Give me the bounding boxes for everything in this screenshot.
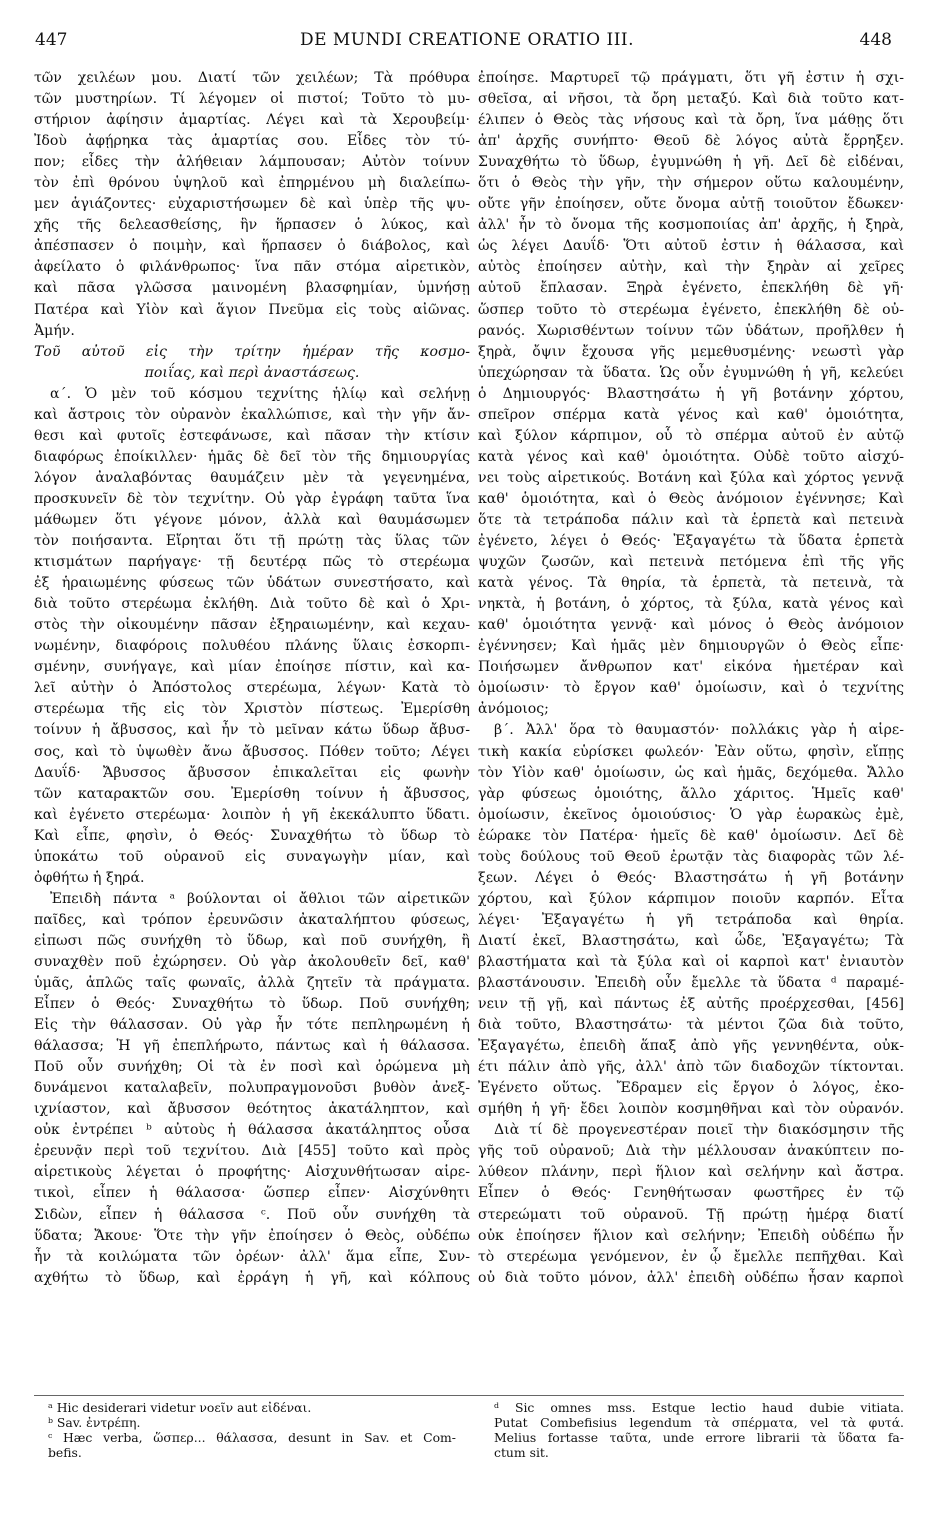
- text-line: ἐγέννησεν; Καὶ ἡμᾶς μὲν δημιουργῶν ὁ Θεὸς εἶπε·: [478, 638, 904, 655]
- text-line: νειν τῇ γῇ, καὶ πάντως ἐξ αὐτῆς προέρχεσθαι, [456]: [478, 996, 904, 1013]
- text-line: Καὶ εἶπε, φησὶν, ὁ Θεός· Συναχθήτω τὸ ὕδωρ τὸ: [34, 827, 470, 844]
- text-line: καὶ ἐγένετο στερέωμα· λοιπὸν ἡ γῆ ἐκεκάλυπτο ὕδατι.: [34, 806, 470, 823]
- text-line: Συναχθήτω τὸ ὕδωρ, ἐγυμνώθη ἡ γῆ. Δεῖ δὲ εἰδέναι,: [478, 154, 904, 171]
- text-line: Πατέρα καὶ Υἱὸν καὶ ἅγιον Πνεῦμα εἰς τοὺς αἰῶνας.: [34, 301, 470, 318]
- text-line: ψυχῶν ζωσῶν, καὶ πετεινὰ πετόμενα ἐπὶ τῆς γῆς: [478, 554, 904, 571]
- text-line: χῆς τῆς δελεασθείσης, ἣν ἥρπασεν ὁ λύκος, καὶ: [34, 217, 470, 234]
- text-line: τῶν χειλέων μου. Διατί τῶν χειλέων; Τὰ πρόθυρα: [34, 70, 470, 86]
- text-line: α΄. Ὁ μὲν τοῦ κόσμου τεχνίτης ἡλίῳ καὶ σελήνῃ: [50, 385, 470, 402]
- text-line: ὑμᾶς, ἁπλῶς ταῖς φωναῖς, ἀλλὰ ζητεῖν τὰ πράγματα.: [34, 975, 470, 992]
- text-line: Δαυΐδ· Ἄβυσσος ἄβυσσον ἐπικαλεῖται εἰς φωνὴν: [34, 764, 470, 781]
- text-line: σθεῖσα, αἱ νῆσοι, τὰ ὄρη μεταξύ. Καὶ διὰ τοῦτο κατ-: [478, 91, 904, 108]
- text-line: μεν ἁγιάζοντες· εὐχαριστήσωμεν δὲ καὶ ὑπὲρ τῆς ψυ-: [34, 196, 470, 213]
- text-line: στὸς τὴν οἰκουμένην πᾶσαν ἐξηραιωμένην, καὶ κεχαυ-: [34, 617, 470, 634]
- text-line: ὑποκάτω τοῦ οὐρανοῦ εἰς συναγωγὴν μίαν, καὶ: [34, 848, 470, 865]
- text-line: κατὰ γένος. Τὰ θηρία, τὰ ἑρπετὰ, τὰ πετεινὰ, τὰ: [478, 575, 904, 592]
- text-line: καὶ ἄστροις τὸν οὐρανὸν ἐκαλλώπισε, καὶ τὴν γῆν ἄν-: [34, 406, 470, 423]
- text-line: στήριον ἀφίησιν ἁμαρτίας. Λέγει καὶ τὰ Χερουβείμ·: [34, 112, 470, 129]
- text-line: σπεῖρον σπέρμα κατὰ γένος καὶ καθ' ὁμοιότητα,: [478, 406, 904, 423]
- running-title: DE MUNDI CREATIONE ORATIO III.: [299, 30, 635, 50]
- text-line: ἐρευνᾷν περὶ τοῦ τεχνίτου. Διὰ [455] τοῦτο καὶ πρὸς: [34, 1143, 470, 1160]
- text-line: ἐξ ἡραιωμένης φύσεως τῶν ὑδάτων συνεστήσατο, καὶ: [34, 575, 470, 592]
- footnotes-right: [494, 1400, 904, 1460]
- text-line: Ποῦ οὖν συνήχθη; Οἱ τὰ ἐν ποσὶ καὶ ὁρώμενα μὴ: [34, 1059, 470, 1076]
- page-header: [0, 30, 934, 56]
- text-line: ξεων. Λέγει ὁ Θεός· Βλαστησάτω ἡ γῆ βοτάνην: [478, 869, 904, 886]
- text-line: θεσι καὶ φυτοῖς ἐστεφάνωσε, καὶ πᾶσαν τὴν κτίσιν: [34, 427, 470, 444]
- right-text-column: [478, 68, 904, 1289]
- text-line: οὐκ ἐποίησεν ἥλιον καὶ σελήνην; Ἐπειδὴ οὐδέπω ἦν: [478, 1227, 904, 1244]
- text-line: τὸν Υἱὸν καθ' ὁμοίωσιν, ὡς καὶ ἡμᾶς, δεχόμεθα. Ἄλλο: [478, 764, 904, 781]
- text-line: ἑώρακε τὸν Πατέρα· ἡμεῖς δὲ καθ' ὁμοίωσιν. Δεῖ δὲ: [478, 827, 904, 844]
- text-line: νει τοὺς αἱρετικούς. Βοτάνη καὶ ξύλα καὶ χόρτος γεννᾷ: [478, 469, 904, 486]
- text-line: ὥσπερ τοῦτο τὸ στερέωμα ἐγένετο, ἐπεκλήθη δὲ οὐ-: [478, 301, 904, 318]
- text-line: Ἀμήν.: [34, 322, 75, 339]
- text-line: σμένην, συνήγαγε, καὶ μίαν ἐποίησε πίστιν, καὶ κα-: [34, 659, 470, 676]
- text-line: συναχθὲν ποῦ ἐχώρησεν. Οὐ γὰρ ἀκολουθεῖν δεῖ, καθ': [34, 953, 470, 970]
- text-line: βλαστήματα καὶ τὰ ξύλα καὶ οἱ καρποὶ κατ' ἐνιαυτὸν: [478, 953, 904, 970]
- text-line: ἐγένετο, λέγει ὁ Θεός· Ἐξαγαγέτω τὰ ὕδατα ἑρπετὰ: [478, 533, 904, 550]
- footnote-line: ᶜ Hæc verba, ὥσπερ... θάλασσα, desunt in Sav. et Com-: [48, 1430, 456, 1445]
- footnote-line: Melius fortasse ταῦτα, unde errore librarii τὰ ὕδατα fa-: [494, 1430, 904, 1445]
- text-line: ποιΐας, καὶ περὶ ἀναστάσεως.: [144, 364, 360, 381]
- footnotes-left: [48, 1400, 456, 1460]
- text-line: Ἐγένετο οὕτως. Ἔδραμεν εἰς ἔργον ὁ λόγος, ἐκο-: [478, 1080, 904, 1097]
- text-line: δυνάμενοι καταλαβεῖν, πολυπραγμονοῦσι βυθὸν ἀνεξ-: [34, 1080, 470, 1097]
- text-line: Ἐπειδὴ πάντα ᵃ βούλονται οἱ ἄθλιοι τῶν αἱρετικῶν: [50, 890, 470, 907]
- page-number-right: 448: [859, 30, 892, 50]
- text-line: εἰπωσι πῶς συνήχθη τὸ ὕδωρ, καὶ ποῦ συνήχθη, ἢ: [34, 932, 470, 949]
- text-line: τὸν ποιήσαντα. Εἴρηται ὅτι τῇ πρώτῃ τὰς ὕλας τῶν: [34, 533, 470, 550]
- text-line: τῶν καταρακτῶν σου. Ἐμερίσθη τοίνυν ἡ ἄβυσσος,: [34, 785, 470, 802]
- text-line: πον; εἶδες τὴν ἀλήθειαν λάμπουσαν; Αὐτὸν τοίνυν: [34, 154, 470, 171]
- text-line: παῖδες, καὶ τρόπον ἐρευνῶσιν ἀκαταλήπτου φύσεως,: [34, 911, 470, 928]
- text-line: διὰ τοῦτο στερέωμα ἐκλήθη. Διὰ τοῦτο δὲ καὶ ὁ Χρι-: [34, 596, 470, 613]
- text-line: αὐτὸς ἐποίησεν αὐτὴν, καὶ τὴν ξηρὰν αἱ χεῖρες: [478, 259, 904, 276]
- text-line: κτισμάτων παρήγαγε· τῇ δευτέρᾳ πῶς τὸ στερέωμα: [34, 554, 470, 571]
- text-line: ὀφθήτω ἡ ξηρά.: [34, 869, 145, 886]
- text-line: χόρτου, καὶ ξύλον κάρπιμον ποιοῦν καρπόν. Εἶτα: [478, 890, 904, 907]
- text-line: τικὴ κακία εὑρίσκει φωλεόν· Ἐὰν οὕτω, φησὶν, εἴπῃς: [478, 743, 904, 760]
- text-line: καὶ πᾶσα γλῶσσα μαινομένη βλασφημίαν, ὑμνήσῃ: [34, 280, 470, 297]
- text-line: ὁ Δημιουργός· Βλαστησάτω ἡ γῆ βοτάνην χόρτου,: [478, 385, 904, 402]
- text-line: Εἶπεν ὁ Θεός· Γενηθήτωσαν φωστῆρες ἐν τῷ: [478, 1185, 904, 1202]
- text-line: διαφόρως ἐποίκιλλεν· ἡμᾶς δὲ δεῖ τὸν τῆς δημιουργίας: [34, 448, 470, 465]
- text-line: Διὰ τί δὲ προγενεστέραν ποιεῖ τὴν διακόσμησιν τῆς: [494, 1122, 904, 1139]
- text-line: ὅτι ὁ Θεὸς τὴν γῆν, τὴν σήμερον οὕτω καλουμένην,: [478, 175, 904, 192]
- text-line: έτι πάλιν ἀπὸ γῆς, ἀλλ' ἀπὸ τῶν διαδοχῶν τίκτονται.: [478, 1059, 904, 1076]
- text-line: Τοῦ αὐτοῦ εἰς τὴν τρίτην ἡμέραν τῆς κοσμο-: [34, 343, 470, 360]
- text-line: ὁμοίωσιν· τὸ ἔργον καθ' ὁμοίωσιν, καὶ ὁ τεχνίτης: [478, 680, 904, 697]
- text-line: Εἶπεν ὁ Θεός· Συναχθήτω τὸ ὕδωρ. Ποῦ συνήχθη;: [34, 996, 470, 1013]
- text-line: ὕδατα; Ἄκουε· Ὅτε τὴν γῆν ἐποίησεν ὁ Θεὸς, οὐδέπω: [34, 1227, 470, 1244]
- text-line: λέγει· Ἐξαγαγέτω ἡ γῆ τετράποδα καὶ θηρία.: [478, 911, 904, 928]
- text-line: μάθωμεν ὅτι γέγονε μόνον, ἀλλὰ καὶ θαυμάσωμεν: [34, 511, 470, 528]
- text-line: νωμένην, διαφόροις πολυθέου πλάνης ὕλαις ἐσκορπι-: [34, 638, 470, 655]
- text-line: Σιδὼν, εἶπεν ἡ θάλασσα ᶜ. Ποῦ οὖν συνήχθη τὰ: [34, 1206, 470, 1223]
- text-line: ἐποίησε. Μαρτυρεῖ τῷ πράγματι, ὅτι γῆ ἐστιν ἡ σχι-: [478, 70, 904, 86]
- text-line: ξηρὰ, ὄψιν ἔχουσα γῆς μεμεθυσμένης· νεωστὶ γὰρ: [478, 343, 904, 360]
- text-line: νηκτὰ, ἡ βοτάνη, ὁ χόρτος, τὰ ξύλα, κατὰ γένος καὶ: [478, 596, 904, 613]
- text-line: λύθεον πλάνην, περὶ ἥλιον καὶ σελήνην καὶ ἄστρα.: [478, 1164, 904, 1181]
- text-line: Εἰς τὴν θάλασσαν. Οὐ γὰρ ἦν τότε πεπληρωμένη ἡ: [34, 1017, 470, 1034]
- text-line: τοὺς δούλους τοῦ Θεοῦ ἐρωτᾷν τὰς διαφορὰς τῶν λέ-: [478, 848, 904, 865]
- text-line: ἀπέσπασεν ὁ ποιμὴν, καὶ ἥρπασεν ὁ διάβολος, καὶ: [34, 238, 470, 255]
- footnote-line: Putat Combefisius legendum τὰ σπέρματα, vel τὰ φυτά.: [494, 1415, 904, 1430]
- text-line: Διατί ἐκεῖ, Βλαστησάτω, καὶ ὧδε, Ἐξαγαγέτω; Τὰ: [478, 932, 904, 949]
- text-line: στερέωμα τῆς εἰς τὸν Χριστὸν πίστεως. Ἐμερίσθη: [34, 701, 470, 718]
- text-line: έλιπεν ὁ Θεὸς τὰς νήσους καὶ τὰ ὄρη, ἵνα μάθῃς ὅτι: [478, 112, 904, 129]
- text-line: αἱρετικοὺς λέγεται ὁ προφήτης· Αἰσχυνθήτωσαν αἱρε-: [34, 1164, 470, 1181]
- text-line: στερεώματι τοῦ οὐρανοῦ. Τῇ πρώτῃ ἡμέρᾳ διατί: [478, 1206, 904, 1223]
- text-line: αχθήτω τὸ ὕδωρ, καὶ ἐρράγη ἡ γῆ, καὶ κόλπους: [34, 1269, 470, 1286]
- text-line: βλαστάνουσιν. Ἐπειδὴ οὖν ἔμελλε τὰ ὕδατα ᵈ παραμέ-: [478, 975, 904, 992]
- text-line: οὐ διὰ τοῦτο μόνον, ἀλλ' ἐπειδὴ οὐδέπω ἦσαν καρποὶ: [478, 1269, 904, 1286]
- text-line: γὰρ φύσεως ὁμοιότης, ἄλλο χάριτος. Ἡμεῖς καθ': [478, 785, 904, 802]
- text-line: ὡς λέγει Δαυΐδ· Ὅτι αὐτοῦ ἐστιν ἡ θάλασσα, καὶ: [478, 238, 904, 255]
- text-line: ιχνίαστον, καὶ ἄβυσσον θεότητος ἀκατάληπτον, καὶ: [34, 1101, 470, 1118]
- text-line: ρανός. Χωρισθέντων τοίνυν τῶν ὑδάτων, προῆλθεν ἡ: [478, 322, 904, 339]
- text-line: Ἐξαγαγέτω, ἐπειδὴ ἅπαξ ἀπὸ γῆς γεννηθέντα, οὐκ-: [478, 1038, 904, 1055]
- text-line: ἦν τὰ κοιλώματα τῶν ὀρέων· ἀλλ' ἅμα εἶπε, Συν-: [34, 1248, 470, 1265]
- text-line: λόγον ἀναλαβόντας θαυμάζειν μὲν τὰ γεγενημένα,: [34, 469, 470, 486]
- text-line: κατὰ γένος καὶ καθ' ὁμοιότητα. Οὐδὲ τοῦτο αἰσχύ-: [478, 448, 904, 465]
- text-line: ὑπεχώρησαν τὰ ὕδατα. Ὡς οὖν ἐγυμνώθη ἡ γῆ, κελεύει: [478, 364, 904, 381]
- text-line: ἀνόμοιος;: [478, 701, 549, 718]
- text-line: τῶν μυστηρίων. Τί λέγομεν οἱ πιστοί; Τοῦτο τὸ μυ-: [34, 91, 470, 108]
- footnote-line: befis.: [48, 1445, 82, 1460]
- left-text-column: [34, 68, 470, 1289]
- text-line: γῆς τοῦ οὐρανοῦ; Διὰ τὴν μέλλουσαν ἀνακύπτειν πο-: [478, 1143, 904, 1160]
- footnote-rule: [34, 1395, 904, 1396]
- text-line: ὅτε τὰ τετράποδα πάλιν καὶ τὰ ἑρπετὰ καὶ πετεινὰ: [478, 511, 904, 528]
- text-line: ἀπ' ἀρχῆς συνήπτο· Θεοῦ δὲ λόγος αὐτὰ ἔρρηξεν.: [478, 133, 904, 150]
- text-line: τικοὶ, εἶπεν ἡ θάλασσα· ὥσπερ εἶπεν· Αἰσχύνθητι: [34, 1185, 470, 1202]
- text-line: Ἰδοὺ ἀφῄρηκα τὰς ἁμαρτίας σου. Εἶδες τὸν τύ-: [34, 133, 470, 150]
- footnote-line: ctum sit.: [494, 1445, 549, 1460]
- text-line: καὶ ξύλον κάρπιμον, οὗ τὸ σπέρμα αὐτοῦ ἐν αὐτῷ: [478, 427, 904, 444]
- text-line: διὰ τοῦτο, Βλαστησάτω· τὰ μέντοι ζῶα διὰ τοῦτο,: [478, 1017, 904, 1034]
- text-line: οὔτε γῆν ἐποίησεν, οὔτε ὄνομα αὐτῇ τοιοῦτον ἔδωκεν·: [478, 196, 904, 213]
- text-line: καθ' ὁμοιότητα, καὶ ὁ Θεὸς ἀνόμοιον ἐγέννησε; Καὶ: [478, 490, 904, 507]
- text-line: τὸ στερέωμα γενόμενον, ἐν ᾧ ἔμελλε πεπῆχθαι. Καὶ: [478, 1248, 904, 1265]
- footnote-line: ᵇ Sav. ἐντρέπη.: [48, 1415, 141, 1430]
- text-line: σμήθη ἡ γῆ· ἔδει λοιπὸν κοσμηθῆναι καὶ τὸν οὐρανόν.: [478, 1101, 904, 1118]
- text-line: ἀλλ' ἦν τὸ ὄνομα τῆς κοσμοποιίας ἀπ' ἀρχῆς, ἡ ξηρὰ,: [478, 217, 904, 234]
- text-line: καθ' ὁμοιότητα γεννᾷ· καὶ μόνος ὁ Θεὸς ἀνόμοιον: [478, 617, 904, 634]
- text-line: ὁμοίωσιν, ἐκεῖνος ὁμοιούσιος· Ὁ γὰρ ἑωρακὼς ἐμὲ,: [478, 806, 904, 823]
- text-line: τὸν ἐπὶ θρόνου ὑψηλοῦ καὶ ἐπηρμένου μὴ διαλείπω-: [34, 175, 470, 192]
- footnote-line: ᵈ Sic omnes mss. Estque lectio haud dubie vitiata.: [494, 1400, 904, 1415]
- text-line: σος, καὶ τὸ ὑψωθὲν ἄνω ἄβυσσος. Πόθεν τοῦτο; Λέγει: [34, 743, 470, 760]
- text-line: τοίνυν ἡ ἄβυσσος, καὶ ἦν τὸ μεῖναν κάτω ὕδωρ ἄβυσ-: [34, 722, 470, 739]
- text-line: προσκυνεῖν δὲ τὸν τεχνίτην. Οὐ γὰρ ἐγράφη ταῦτα ἵνα: [34, 490, 470, 507]
- text-line: β΄. Ἀλλ' ὅρα τὸ θαυμαστόν· πολλάκις γὰρ ἡ αἱρε-: [494, 722, 904, 739]
- text-line: λεῖ αὐτὴν ὁ Ἀπόστολος στερέωμα, λέγων· Κατὰ τὸ: [34, 680, 470, 697]
- text-line: αὐτοῦ ἔπλασαν. Ξηρὰ ἐγένετο, ἐπεκλήθη δὲ γῆ·: [478, 280, 904, 297]
- footnote-line: ᵃ Hic desiderari videtur νοεῖν aut εἰδέναι.: [48, 1400, 312, 1415]
- page-number-left: 447: [35, 30, 68, 50]
- text-line: Ποιήσωμεν ἄνθρωπον κατ' εἰκόνα ἡμετέραν καὶ: [478, 659, 904, 676]
- text-line: οὐκ ἐντρέπει ᵇ αὐτοὺς ἡ θάλασσα ἀκατάληπτος οὖσα: [34, 1122, 470, 1139]
- text-line: ἀφείλατο ὁ φιλάνθρωπος· ἵνα πᾶν στόμα αἱρετικὸν,: [34, 259, 470, 276]
- text-line: θάλασσα; Ἡ γῆ ἐπεπλήρωτο, πάντως καὶ ἡ θάλασσα.: [34, 1038, 470, 1055]
